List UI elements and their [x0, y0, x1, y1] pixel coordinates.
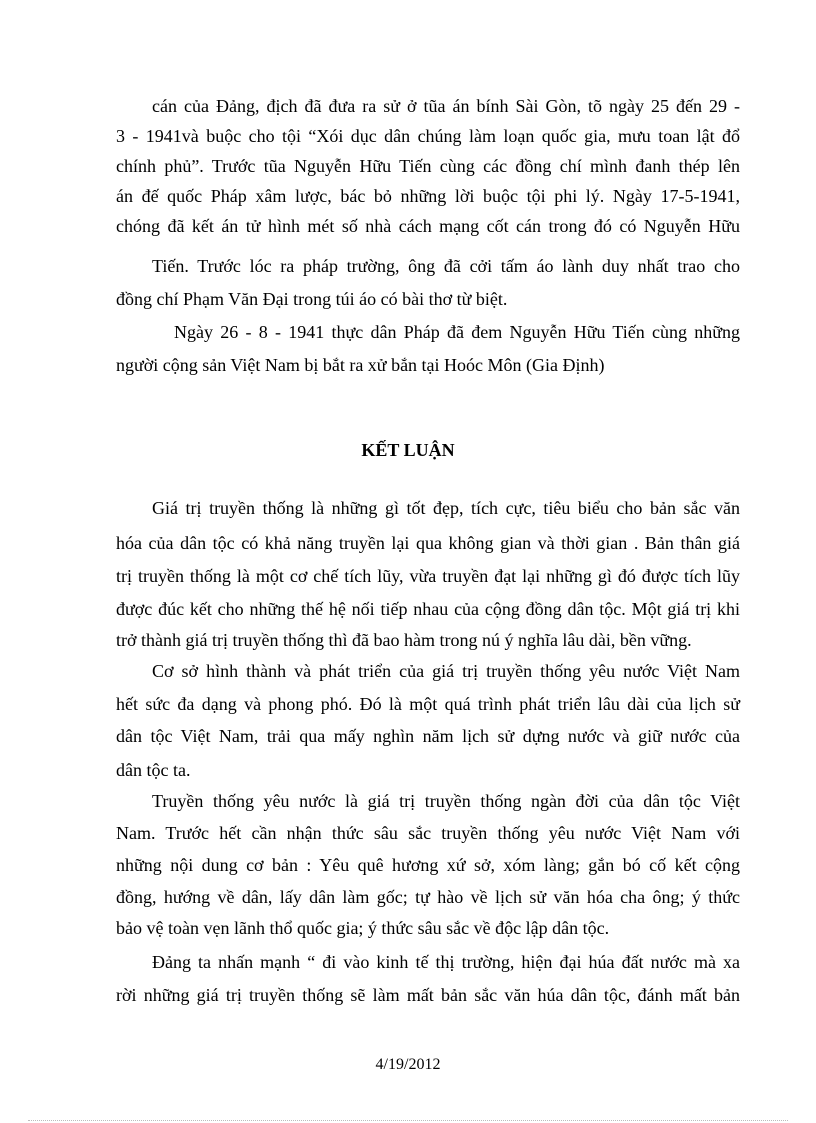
- section-heading: KẾT LUẬN: [361, 440, 455, 460]
- text-line: chính phủ”. Trước tũa Nguyễn Hữu Tiến cùng các đồng chí mình đanh thép lên: [116, 156, 740, 176]
- text-line: dân tộc Việt Nam, trải qua mấy nghìn năm lịch sử dựng nước và giữ nước của: [116, 726, 740, 746]
- text-line: Tiến. Trước lóc ra pháp trường, ông đã cởi tấm áo lành duy nhất trao cho: [152, 256, 740, 276]
- text-line: được đúc kết cho những thế hệ nối tiếp nhau của cộng đồng dân tộc. Một giá trị khi: [116, 599, 740, 619]
- text-line: Giá trị truyền thống là những gì tốt đẹp, tích cực, tiêu biểu cho bản sắc văn: [152, 498, 740, 518]
- text-line: Nam. Trước hết cần nhận thức sâu sắc truyền thống yêu nước Việt Nam với: [116, 823, 740, 843]
- text-line: những nội dung cơ bản : Yêu quê hương xứ sở, xóm làng; gắn bó cố kết cộng: [116, 855, 740, 875]
- text-line: bảo vệ toàn vẹn lãnh thổ quốc gia; ý thức sâu sắc về độc lập dân tộc.: [116, 918, 610, 938]
- text-line: Truyền thống yêu nước là giá trị truyền thống ngàn đời của dân tộc Việt: [152, 791, 740, 811]
- text-line: người cộng sản Việt Nam bị bắt ra xử bắn tại Hoóc Môn (Gia Định): [116, 355, 605, 375]
- page-boundary-divider: [28, 1120, 788, 1121]
- text-line: Đảng ta nhấn mạnh “ đi vào kinh tế thị trường, hiện đại húa đất nước mà xa: [152, 952, 740, 972]
- footer-date: 4/19/2012: [375, 1056, 441, 1073]
- text-line: chóng đã kết án tử hình mét số nhà cách mạng cốt cán trong đó có Nguyễn Hữu: [116, 216, 740, 236]
- text-line: rời những giá trị truyền thống sẽ làm mất bản sắc văn húa dân tộc, đánh mất bản: [116, 985, 740, 1005]
- text-line: án đế quốc Pháp xâm lược, bác bỏ những lời buộc tội phi lý. Ngày 17-5-1941,: [116, 186, 740, 206]
- text-line: hóa của dân tộc có khả năng truyền lại qua không gian và thời gian . Bản thân giá: [116, 533, 740, 553]
- text-line: dân tộc ta.: [116, 760, 191, 780]
- text-line: 3 - 1941và buộc cho tội “Xói dục dân chúng làm loạn quốc gia, mưu toan lật đổ: [116, 126, 740, 146]
- text-line: trở thành giá trị truyền thống thì đã bao hàm trong nú ý nghĩa lâu dài, bền vững.: [116, 630, 692, 650]
- text-line: cán của Đảng, địch đã đưa ra sử ở tũa án bính Sài Gòn, tõ ngày 25 đến 29 -: [152, 96, 740, 116]
- text-line: Ngày 26 - 8 - 1941 thực dân Pháp đã đem Nguyễn Hữu Tiến cùng những: [174, 322, 740, 342]
- text-line: đồng, hướng về dân, lấy dân làm gốc; tự hào về lịch sử văn hóa cha ông; ý thức: [116, 887, 740, 907]
- text-line: trị truyền thống là một cơ chế tích lũy, vừa truyền đạt lại những gì đó được tích lũy: [116, 566, 740, 586]
- text-line: hết sức đa dạng và phong phó. Đó là một quá trình phát triển lâu dài của lịch sử: [116, 694, 740, 714]
- text-line: Cơ sở hình thành và phát triển của giá trị truyền thống yêu nước Việt Nam: [152, 661, 740, 681]
- text-line: đồng chí Phạm Văn Đại trong túi áo có bài thơ từ biệt.: [116, 289, 508, 309]
